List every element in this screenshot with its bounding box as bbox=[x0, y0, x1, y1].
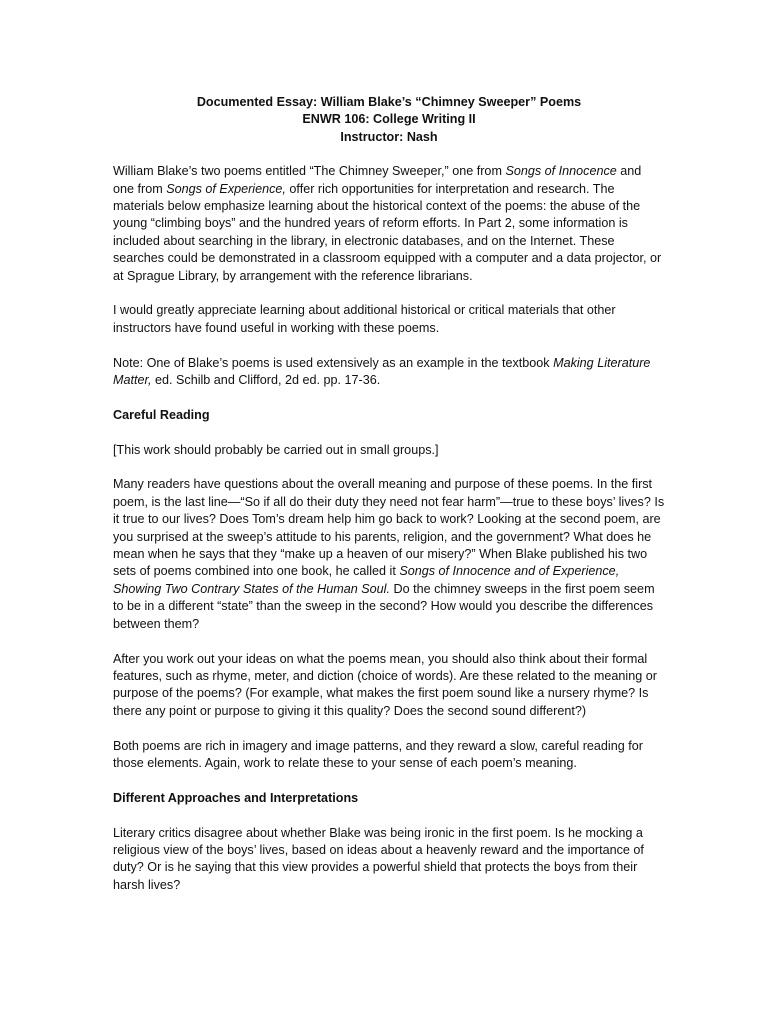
note-paragraph bbox=[113, 355, 665, 390]
questions-text-1: Many readers have questions about the overall meaning and purpose of these poems. In the first poem, is the last line—“So if all do their duty they need not fear harm”—true to these boys’ lives? Is it true to our lives? Does Tom’s dream help him go back to work? Looking at the second poem, are you surprised at the sweep’s attitude to his parents, religion, and the government? What does he mean when he says that they “make up a heaven of our misery?” When Blake published his two sets of poems combined into one book, he called it bbox=[113, 477, 665, 579]
intro-text-3: offer rich opportunities for interpretation and research. The materials below emphasize learning about the historical context of the poems: the abuse of the young “climbing boys” and the hundred years of reform efforts. In Part 2, some information is included about searching in the library, in electronic databases, and on the Internet. These searches could be demonstrated in a classroom equipped with a computer and a data projector, or at Sprague Library, by arrangement with the reference librarians. bbox=[113, 181, 662, 283]
intro-italic-1: Songs of Innocence bbox=[505, 164, 617, 179]
note-italic-1: Making Literature Matter, bbox=[113, 355, 651, 388]
intro-text-1: William Blake’s two poems entitled “The Chimney Sweeper,” one from bbox=[113, 164, 506, 179]
groups-note-paragraph: [This work should probably be carried out in small groups.] bbox=[113, 442, 439, 457]
intro-text-2: and one from bbox=[113, 164, 642, 196]
intro-italic-2: Songs of Experience, bbox=[166, 181, 286, 196]
document-title: Documented Essay: William Blake’s “Chimney Sweeper” Poems bbox=[196, 95, 582, 109]
document-header bbox=[113, 94, 665, 146]
section-heading-careful-reading: Careful Reading bbox=[113, 407, 210, 422]
note-text-1: Note: One of Blake’s poems is used extensively as an example in the textbook bbox=[113, 355, 554, 370]
critics-paragraph: Literary critics disagree about whether Blake was being ironic in the first poem. Is he mocking a religious view of the boys’ lives, based on ideas about a heavenly reward and the importance of duty? Or is he saying that this view provides a powerful shield that protects the boys from their harsh lives? bbox=[113, 825, 644, 892]
appreciate-paragraph: I would greatly appreciate learning about additional historical or critical materials that other instructors have found useful in working with these poems. bbox=[113, 303, 616, 335]
imagery-paragraph: Both poems are rich in imagery and image patterns, and they reward a slow, careful reading for those elements. Again, work to relate these to your sense of each poem’s meaning. bbox=[113, 738, 643, 770]
section-heading-approaches: Different Approaches and Interpretations bbox=[113, 790, 359, 805]
questions-paragraph bbox=[113, 476, 665, 633]
note-text-2: ed. Schilb and Clifford, 2d ed. pp. 17-36. bbox=[151, 373, 381, 388]
instructor-name: Instructor: Nash bbox=[340, 129, 438, 144]
intro-paragraph bbox=[113, 163, 665, 285]
document-page bbox=[113, 94, 665, 912]
formal-features-paragraph: After you work out your ideas on what the poems mean, you should also think about their formal features, such as rhyme, meter, and diction (choice of words). Are these related to the meaning or purpose of the poems? (For example, what makes the first poem sound like a nursery rhyme? Is there any point or purpose to giving it this quality? Does the second sound different?) bbox=[113, 651, 657, 718]
questions-italic-1: Songs of Innocence and of Experience, Showing Two Contrary States of the Human Soul. bbox=[113, 564, 620, 596]
questions-text-2: Do the chimney sweeps in the first poem seem to be in a different “state” than the sweep in the second? How would you describe the differences between them? bbox=[113, 581, 655, 631]
course-name: ENWR 106: College Writing II bbox=[302, 112, 476, 127]
